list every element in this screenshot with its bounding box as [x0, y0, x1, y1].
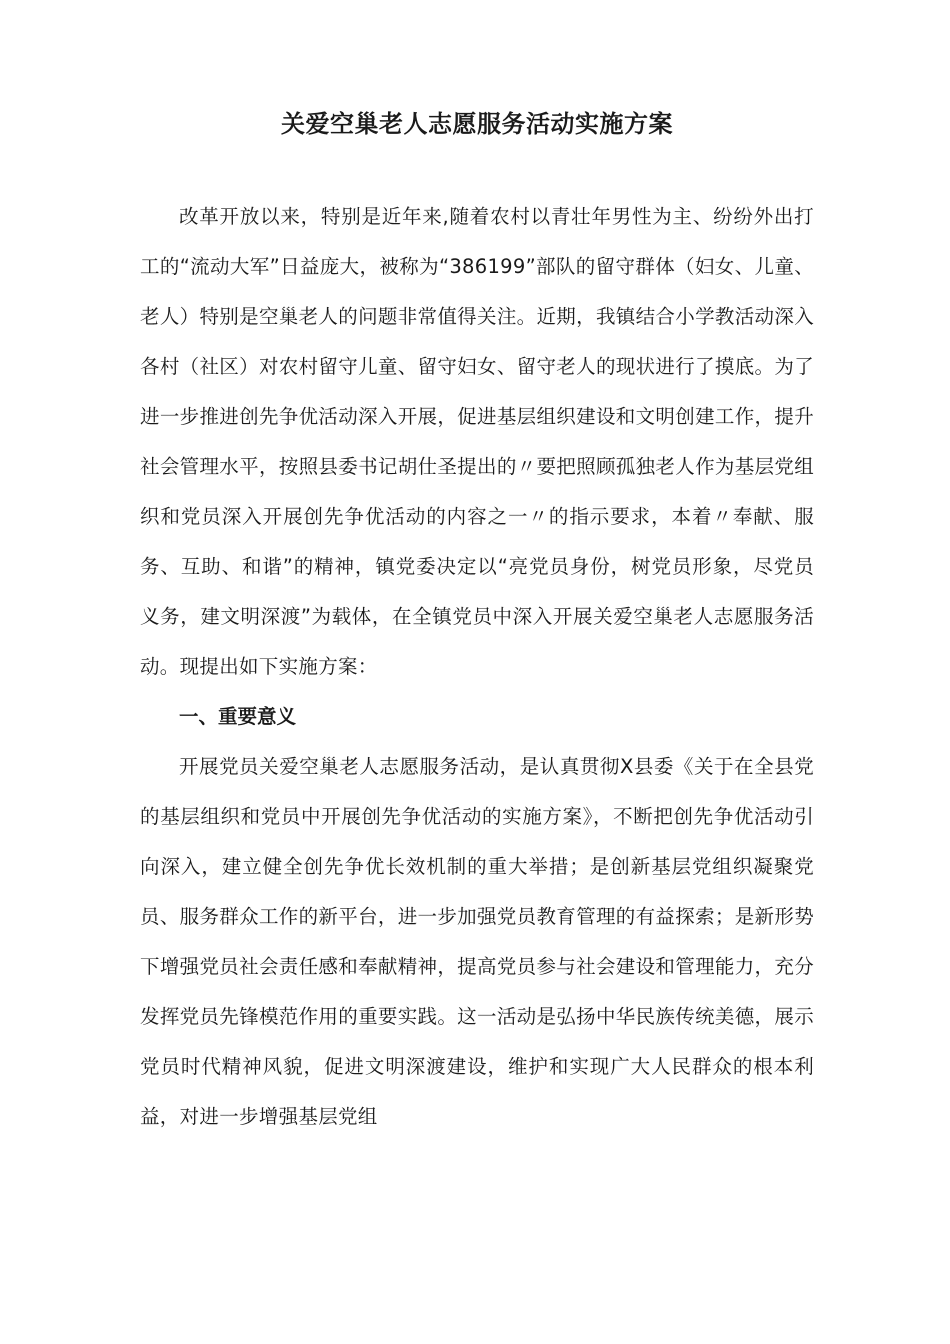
section-heading-significance: 一、重要意义 [179, 705, 297, 728]
significance-paragraph: 开展党员关爱空巢老人志愿服务活动，是认真贯彻X县委《关于在全县党的基层组织和党员中开展创先争优活动的实施方案》，不断把创先争优活动引向深入，建立健全创先争优长效机制的重大举措；是创新基层党组织凝聚党员、服务群众工作的新平台，进一步加强党员教育管理的有益探索；是新形势下增强党员社会责任感和奉献精神，提高党员参与社会建设和管理能力，充分发挥党员先锋模范作用的重要实践。这一活动是弘扬中华民族传统美德，展示党员时代精神风貌，促进文明深渡建设，维护和实现广大人民群众的根本利益，对进一步增强基层党组 [140, 755, 814, 1128]
document-body [140, 192, 814, 1142]
document-title: 关爱空巢老人志愿服务活动实施方案 [281, 110, 673, 138]
intro-paragraph: 改革开放以来，特别是近年来,随着农村以青壮年男性为主、纷纷外出打工的“流动大军”日益庞大，被称为“386199”部队的留守群体（妇女、儿童、老人）特别是空巢老人的问题非常值得关注。近期，我镇结合小学教活动深入各村（社区）对农村留守儿童、留守妇女、留守老人的现状进行了摸底。为了进一步推进创先争优活动深入开展，促进基层组织建设和文明创建工作，提升社会管理水平，按照县委书记胡仕圣提出的〃要把照顾孤独老人作为基层党组织和党员深入开展创先争优活动的内容之一〃的指示要求，本着〃奉献、服务、互助、和谐”的精神，镇党委决定以“亮党员身份，树党员形象，尽党员义务，建文明深渡”为载体，在全镇党员中深入开展关爱空巢老人志愿服务活动。现提出如下实施方案： [140, 205, 814, 678]
